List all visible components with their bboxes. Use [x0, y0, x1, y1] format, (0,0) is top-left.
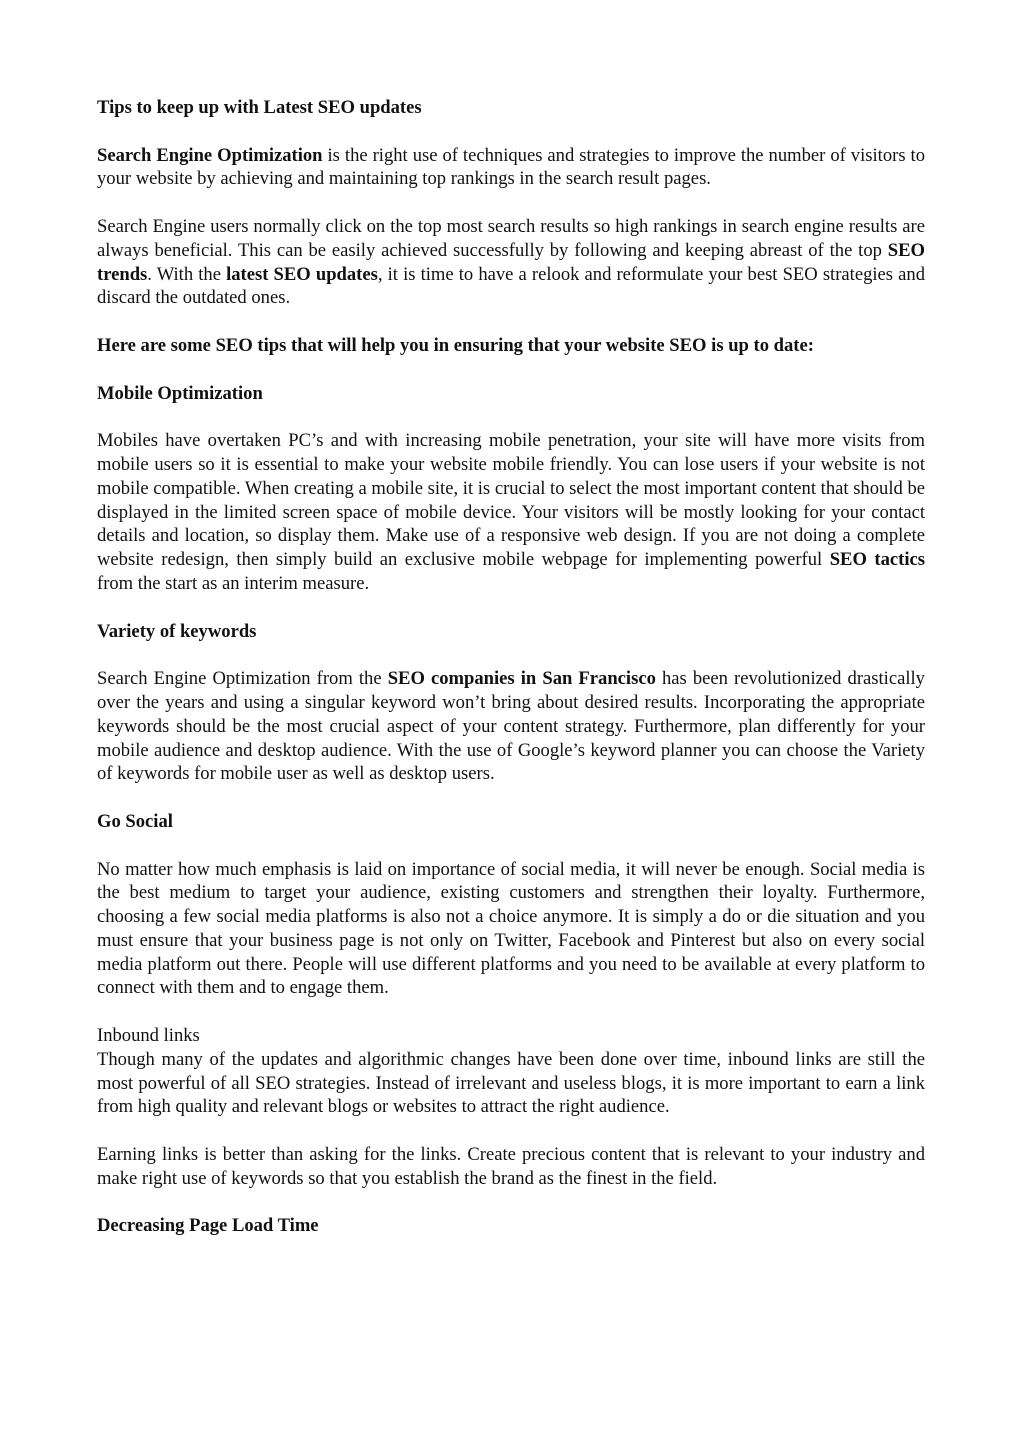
- inbound-links-paragraph: Though many of the updates and algorithmic changes have been done over time, inbound links are still the most powerful of all SEO strategies. Instead of irrelevant and useless blogs, it is more important to earn a link from high quality and relevant blogs or websites to attract the right audience.: [97, 1048, 925, 1118]
- earning-links-paragraph: Earning links is better than asking for the links. Create precious content that is relevant to your industry and make right use of keywords so that you establish the brand as the finest in the field.: [97, 1144, 925, 1189]
- seo-trends-term: SEO trends: [97, 239, 925, 285]
- mobile-text-2: from the start as an interim measure.: [97, 572, 370, 594]
- latest-seo-updates-term: latest SEO updates: [226, 263, 378, 285]
- rankings-text-2: . With the: [147, 263, 227, 285]
- go-social-paragraph: No matter how much emphasis is laid on importance of social media, it will never be enough. Social media is the best medium to target your audience, existing customers and strengthen their loyalty. Furthermore, choosing a few social media platforms is also not a choice anymore. It is simply a do or die situation and you must ensure that your business page is not only on Twitter, Facebook and Pinterest but also on every social media platform out there. People will use different platforms and you need to be available at every platform to connect with them and to engage them.: [97, 858, 925, 999]
- intro-text: is the right use of techniques and strategies to improve the number of visitors to your website by achieving and maintaining top rankings in the search result pages.: [97, 144, 925, 190]
- rankings-text-1: Search Engine users normally click on the top most search results so high rankings in search engine results are always beneficial. This can be easily achieved successfully by following and keeping abreast of the top: [97, 215, 925, 261]
- variety-of-keywords-paragraph: [97, 667, 925, 786]
- inbound-links-heading: Inbound links: [97, 1025, 200, 1047]
- page-load-time-heading: Decreasing Page Load Time: [97, 1215, 319, 1237]
- document-page: [97, 96, 925, 1262]
- tips-heading: Here are some SEO tips that will help you in ensuring that your website SEO is up to date:: [97, 334, 814, 356]
- document-title: Tips to keep up with Latest SEO updates: [97, 97, 422, 118]
- intro-bold-term: Search Engine Optimization: [97, 144, 323, 166]
- keywords-text-2: has been revolutionized drastically over the years and using a singular keyword won’t bring about desired results. Incorporating the appropriate keywords should be the most crucial aspect of your content strategy. Furthermore, plan differently for your mobile audience and desktop audience. With the use of Google’s keyword planner you can choose the Variety of keywords for mobile user as well as desktop users.: [97, 668, 925, 785]
- variety-of-keywords-heading: Variety of keywords: [97, 620, 257, 642]
- mobile-text-1: Mobiles have overtaken PC’s and with increasing mobile penetration, your site will have more visits from mobile users so it is essential to make your website mobile friendly. You can lose users if your website is not mobile compatible. When creating a mobile site, it is crucial to select the most important content that should be displayed in the limited screen space of mobile device. Your visitors will be mostly looking for your contact details and location, so display them. Make use of a responsive web design. If you are not doing a complete website redesign, then simply build an exclusive mobile webpage for implementing powerful: [97, 430, 925, 571]
- go-social-heading: Go Social: [97, 810, 173, 832]
- mobile-optimization-paragraph: [97, 429, 925, 596]
- mobile-optimization-heading: Mobile Optimization: [97, 382, 263, 404]
- seo-companies-term: SEO companies in San Francisco: [387, 668, 656, 690]
- rankings-text-3: , it is time to have a relook and reformulate your best SEO strategies and discard the outdated ones.: [97, 263, 925, 309]
- keywords-text-1: Search Engine Optimization from the: [97, 668, 388, 690]
- rankings-paragraph: [97, 215, 925, 310]
- intro-paragraph: [97, 144, 925, 192]
- seo-tactics-term: SEO tactics: [829, 549, 925, 571]
